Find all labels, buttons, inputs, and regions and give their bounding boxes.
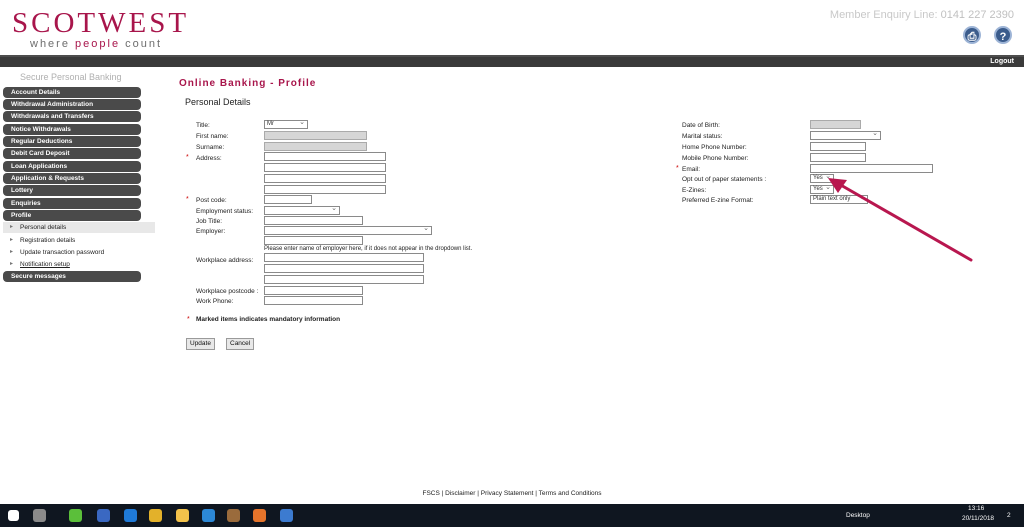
workplace-postcode-label: Workplace postcode : — [196, 288, 259, 295]
section-title: Personal Details — [185, 97, 251, 107]
marital-status-select[interactable] — [810, 131, 881, 140]
app-icon-2[interactable] — [280, 509, 293, 522]
subnav-registration-details[interactable]: ▸ Registration details — [3, 235, 155, 246]
file-explorer-icon[interactable] — [176, 509, 189, 522]
nav-secure-messages[interactable]: Secure messages — [3, 271, 141, 282]
address-label: Address: — [196, 155, 222, 162]
logout-link[interactable]: Logout — [990, 58, 1014, 65]
required-star: * — [186, 196, 189, 203]
internet-explorer-icon[interactable] — [202, 509, 215, 522]
subnav-update-transaction-password[interactable]: ▸ Update transaction password — [3, 247, 155, 258]
edge-icon[interactable] — [124, 509, 137, 522]
dob-field[interactable] — [810, 120, 861, 129]
nav-notice-withdrawals[interactable]: Notice Withdrawals — [3, 124, 141, 135]
job-title-label: Job Title: — [196, 218, 223, 225]
clock-time[interactable]: 13:16 — [968, 505, 985, 512]
employment-status-label: Employment status: — [196, 208, 254, 215]
notification-count[interactable]: 2 — [1007, 512, 1011, 519]
subnav-notification-setup[interactable]: ▸ Notification setup — [3, 259, 155, 270]
address-line-3[interactable] — [264, 174, 386, 183]
nav-lottery[interactable]: Lottery — [3, 185, 141, 196]
address-line-2[interactable] — [264, 163, 386, 172]
work-phone-field[interactable] — [264, 296, 363, 305]
mobile-phone-field[interactable] — [810, 153, 866, 162]
home-phone-field[interactable] — [810, 142, 866, 151]
page-title: Online Banking - Profile — [179, 78, 317, 89]
required-star: * — [186, 154, 189, 161]
app-icon[interactable] — [69, 509, 82, 522]
logo-tagline: where people count — [30, 38, 163, 50]
opt-out-select[interactable]: Yes ⌄ — [810, 174, 834, 183]
ezine-format-select[interactable]: Plain text only ⌄ — [810, 195, 868, 204]
job-title-field[interactable] — [264, 216, 363, 225]
nav-profile[interactable]: Profile — [3, 210, 141, 221]
address-line-1[interactable] — [264, 152, 386, 161]
start-icon[interactable] — [8, 510, 19, 521]
post-code-field[interactable] — [264, 195, 312, 204]
nav-loan-applications[interactable]: Loan Applications — [3, 161, 141, 172]
browser-icon[interactable] — [97, 509, 110, 522]
email-label: Email: — [682, 166, 701, 173]
nav-regular-deductions[interactable]: Regular Deductions — [3, 136, 141, 147]
nav-withdrawals-transfers[interactable]: Withdrawals and Transfers — [3, 111, 141, 122]
update-button[interactable]: Update — [186, 338, 215, 350]
footer-links[interactable]: FSCS | Disclaimer | Privacy Statement | Terms and Conditions — [422, 490, 602, 497]
employment-status-select[interactable] — [264, 206, 340, 215]
home-phone-label: Home Phone Number: — [682, 144, 747, 151]
logo-wordmark: SCOTWEST — [12, 7, 190, 39]
title-label: Title: — [196, 122, 210, 129]
workplace-address-line-1[interactable] — [264, 253, 424, 262]
clock-date[interactable]: 20/11/2018 — [962, 515, 995, 522]
nav-enquiries[interactable]: Enquiries — [3, 198, 141, 209]
employer-select[interactable] — [264, 226, 432, 235]
task-view-icon[interactable] — [33, 509, 46, 522]
post-code-label: Post code: — [196, 197, 227, 204]
employer-other-field[interactable] — [264, 236, 363, 245]
work-phone-label: Work Phone: — [196, 298, 234, 305]
nav-withdrawal-administration[interactable]: Withdrawal Administration — [3, 99, 141, 110]
surname-label: Surname: — [196, 144, 225, 151]
workplace-address-label: Workplace address: — [196, 257, 254, 264]
tools-icon[interactable] — [227, 509, 240, 522]
enquiry-line: Member Enquiry Line: 0141 227 2390 — [829, 9, 1014, 21]
employer-label: Employer: — [196, 228, 226, 235]
help-icon[interactable]: ? — [994, 26, 1012, 44]
ezines-label: E-Zines: — [682, 187, 707, 194]
workplace-postcode-field[interactable] — [264, 286, 363, 295]
chrome-icon[interactable] — [149, 509, 162, 522]
address-line-4[interactable] — [264, 185, 386, 194]
employer-note: Please enter name of employer here, if it does not appear in the dropdown list. — [264, 246, 473, 252]
workplace-address-line-2[interactable] — [264, 264, 424, 273]
first-name-label: First name: — [196, 133, 229, 140]
mobile-phone-label: Mobile Phone Number: — [682, 155, 749, 162]
scotwest-logo[interactable] — [12, 8, 189, 50]
mandatory-star: * — [187, 316, 190, 323]
nav-application-requests[interactable]: Application & Requests — [3, 173, 141, 184]
opt-out-label: Opt out of paper statements : — [682, 176, 767, 183]
desktop-toolbar[interactable]: Desktop — [846, 512, 870, 519]
cancel-button[interactable]: Cancel — [226, 338, 254, 350]
required-star: * — [676, 165, 679, 172]
logout-bar — [0, 57, 1024, 67]
ezines-select[interactable]: Yes ⌄ — [810, 185, 834, 194]
sidebar-title: Secure Personal Banking — [20, 72, 122, 82]
dob-label: Date of Birth: — [682, 122, 720, 129]
printer-icon[interactable]: ⎙ — [963, 26, 981, 44]
marital-status-label: Marital status: — [682, 133, 723, 140]
title-select[interactable]: Mr ⌄ — [264, 120, 308, 129]
annotation-arrow — [825, 176, 975, 266]
nav-account-details[interactable]: Account Details — [3, 87, 141, 98]
mandatory-note: Marked items indicates mandatory information — [196, 316, 341, 323]
subnav-personal-details[interactable]: ▸ Personal details — [3, 222, 155, 233]
ezine-format-label: Preferred E-zine Format: — [682, 197, 754, 204]
workplace-address-line-3[interactable] — [264, 275, 424, 284]
surname-field[interactable] — [264, 142, 367, 151]
email-field[interactable] — [810, 164, 933, 173]
nav-debit-card-deposit[interactable]: Debit Card Deposit — [3, 148, 141, 159]
firefox-icon[interactable] — [253, 509, 266, 522]
first-name-field[interactable] — [264, 131, 367, 140]
